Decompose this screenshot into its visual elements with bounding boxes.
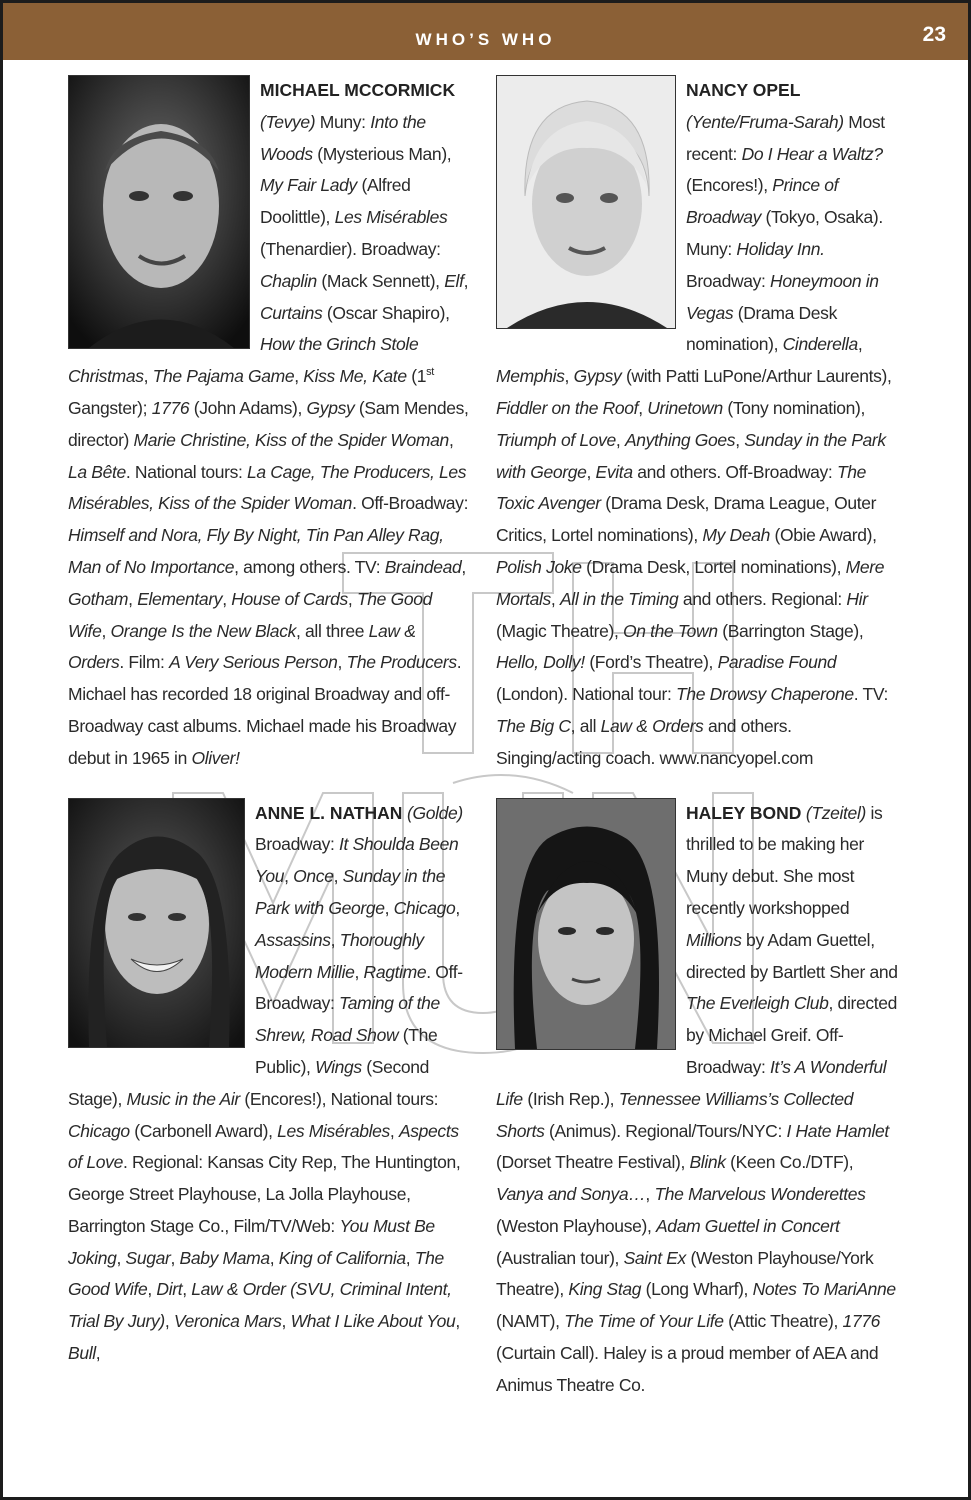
section-title: WHO’S WHO xyxy=(415,30,556,49)
bio-anne-l-nathan: ANNE L. NATHAN (Golde) Broadway: It Shoulda Been You, Once, Sunday in the Park with George, Chicago, Assassins, Thoroughly Modern Millie, Ragtime. Off-Broadway: Taming of the Shrew, Road Show (The Public), Wings (Second Stage), Music in the Air (Encores!), National tours: Chicago (Carbonell Award), Les Misérables, Aspects of Love. Regional: Kansas City Rep, The Huntington, George Street Playhouse, La Jolla Playhouse, Barrington Stage Co., Film/TV/Web: You Must Be Joking, Sugar, Baby Mama, King of California, The Good Wife, Dirt, Law & Order (SVU, Criminal Intent, Trial By Jury), Veronica Mars, What I Like About You, Bull, xyxy=(68,798,473,1370)
right-column xyxy=(496,3,901,1402)
name-haley-bond: HALEY BOND xyxy=(686,802,802,823)
headshot-michael-mccormick xyxy=(68,75,250,349)
left-column xyxy=(68,3,473,1370)
name-anne-l-nathan: ANNE L. NATHAN xyxy=(255,802,403,823)
bio-michael-mccormick: MICHAEL MCCORMICK (Tevye) Muny: Into the Woods (Mysterious Man), My Fair Lady (Alfred Doolittle), Les Misérables (Thenardier). Broadway: Chaplin (Mack Sennett), Elf, Curtains (Oscar Shapiro), How the Grinch Stole Christmas, The Pajama Game, Kiss Me, Kate (1st Gangster); 1776 (John Adams), Gypsy (Sam Mendes, director) Marie Christine, Kiss of the Spider Woman, La Bête. National tours: La Cage, The Producers, Les Misérables, Kiss of the Spider Woman. Off-Broadway: Himself and Nora, Fly By Night, Tin Pan Alley Rag, Man of No Importance, among others. TV: Braindead, Gotham, Elementary, House of Cards, The Good Wife, Orange Is the New Black, all three Law & Orders. Film: A Very Serious Person, The Producers. Michael has recorded 18 original Broadway and off-Broadway cast albums. Michael made his Broadway debut in 1965 in Oliver! xyxy=(68,75,473,775)
bio-haley-bond: HALEY BOND (Tzeitel) is thrilled to be making her Muny debut. She most recently workshopped Millions by Adam Guettel, directed by Bartlett Sher and The Everleigh Club, directed by Michael Greif. Off-Broadway: It’s A Wonderful Life (Irish Rep.), Tennessee Williams’s Collected Shorts (Animus). Regional/Tours/NYC: I Hate Hamlet (Dorset Theatre Festival), Blink (Keen Co./DTF), Vanya and Sonya…, The Marvelous Wonderettes (Weston Playhouse), Adam Guettel in Concert (Australian tour), Saint Ex (Weston Playhouse/York Theatre), King Stag (Long Wharf), Notes To MariAnne (NAMT), The Time of Your Life (Attic Theatre), 1776 (Curtain Call). Haley is a proud member of AEA and Animus Theatre Co. xyxy=(496,798,901,1402)
bio-nancy-opel: NANCY OPEL (Yente/Fruma-Sarah) Most recent: Do I Hear a Waltz? (Encores!), Prince of Broadway (Tokyo, Osaka). Muny: Holiday Inn. Broadway: Honeymoon in Vegas (Drama Desk nomination), Cinderella, Memphis, Gypsy (with Patti LuPone/Arthur Laurents), Fiddler on the Roof, Urinetown (Tony nomination), Triumph of Love, Anything Goes, Sunday in the Park with George, Evita and others. Off-Broadway: The Toxic Avenger (Drama Desk, Drama League, Outer Critics, Lortel nominations), My Deah (Obie Award), Polish Joke (Drama Desk, Lortel nominations), Mere Mortals, All in the Timing and others. Regional: Hir (Magic Theatre), On the Town (Barrington Stage), Hello, Dolly! (Ford’s Theatre), Paradise Found (London). National tour: The Drowsy Chaperone. TV: The Big C, all Law & Orders and others. Singing/acting coach. www.nancyopel.com xyxy=(496,75,901,775)
name-michael-mccormick: MICHAEL MCCORMICK xyxy=(260,80,456,100)
headshot-anne-l-nathan xyxy=(68,798,245,1048)
headshot-haley-bond xyxy=(496,798,676,1050)
headshot-nancy-opel xyxy=(496,75,676,329)
page-number: 23 xyxy=(922,23,946,46)
name-nancy-opel: NANCY OPEL xyxy=(686,80,801,100)
